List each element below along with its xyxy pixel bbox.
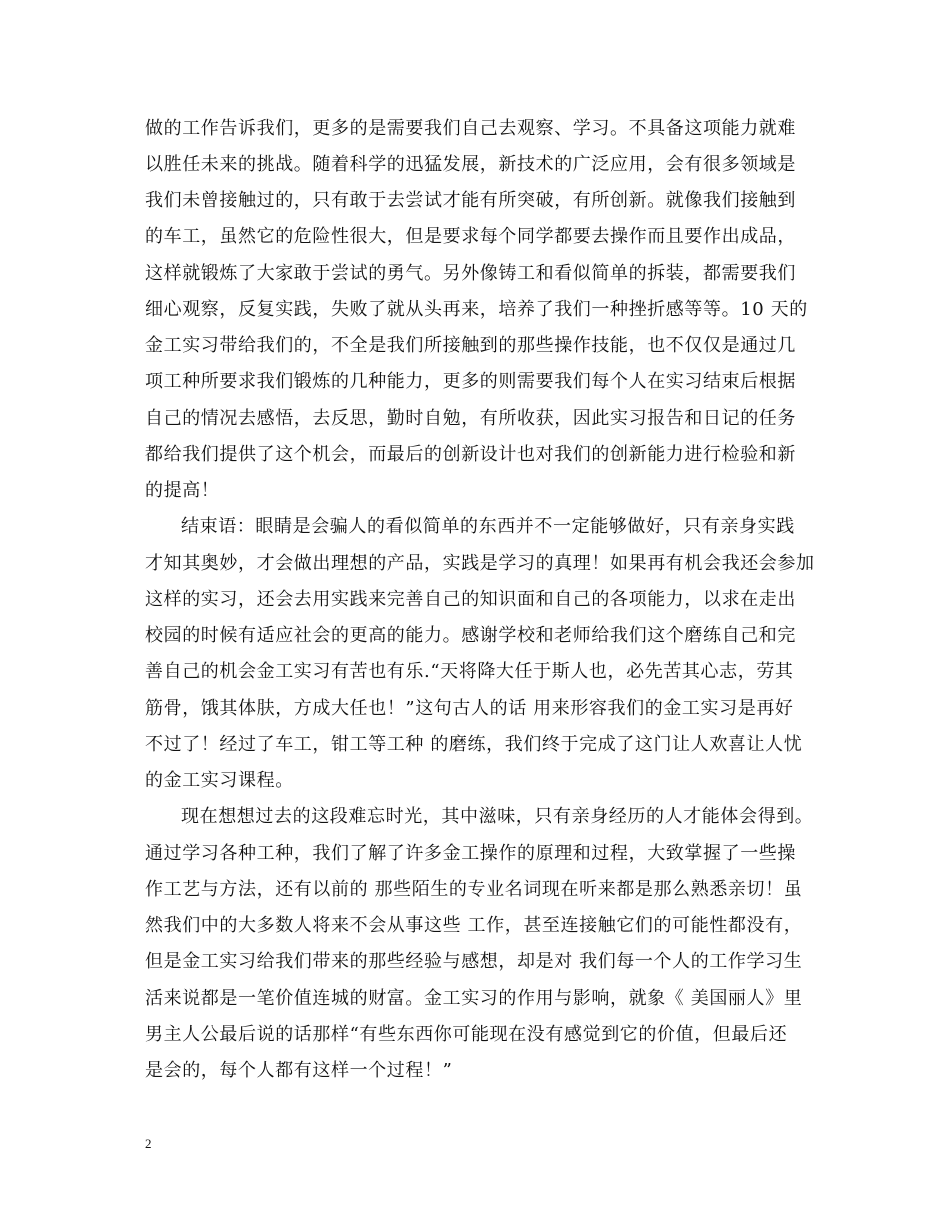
page-number: 2: [145, 1136, 152, 1151]
body-text-line: 我们未曾接触过的，只有敢于去尝试才能有所突破，有所创新。就像我们接触到: [145, 190, 796, 211]
body-text-line: 校园的时候有适应社会的更高的能力。感谢学校和老师给我们这个磨练自己和完: [145, 625, 796, 646]
body-text-line: 善自己的机会金工实习有苦也有乐.“天将降大任于斯人也，必先苦其心志，劳其: [145, 661, 794, 682]
body-text-line: 自己的情况去感悟，去反思，勤时自勉，有所收获，因此实习报告和日记的任务: [145, 408, 796, 429]
body-text-line: 作工艺与方法，还有以前的 那些陌生的专业名词现在听来都是那么熟悉亲切！虽: [145, 879, 803, 900]
body-text-line: 以胜任未来的挑战。随着科学的迅猛发展，新技术的广泛应用，会有很多领域是: [145, 154, 796, 175]
body-text-line: 项工种所要求我们锻炼的几种能力，更多的则需要我们每个人在实习结束后根据: [145, 371, 796, 392]
body-text-line: 筋骨，饿其体肤，方成大任也！”这句古人的话 用来形容我们的金工实习是再好: [145, 698, 794, 719]
body-text-line: 但是金工实习给我们带来的那些经验与感想，却是对 我们每一个人的工作学习生: [145, 951, 803, 972]
body-text-line: 做的工作告诉我们，更多的是需要我们自己去观察、学习。不具备这项能力就难: [145, 118, 796, 139]
body-text-line: 通过学习各种工种，我们了解了许多金工操作的原理和过程，大致掌握了一些操: [145, 843, 796, 864]
body-text-line: 然我们中的大多数人将来不会从事这些 工作，甚至连接触它们的可能性都没有，: [145, 915, 803, 936]
paragraph-reflection-first-line: 现在想想过去的这段难忘时光，其中滋味，只有亲身经历的人才能体会得到。: [181, 806, 814, 827]
body-text-line: 这样的实习，还会去用实践来完善自己的知识面和自己的各项能力，以求在走出: [145, 589, 796, 610]
body-text-line: 才知其奥妙，才会做出理想的产品，实践是学习的真理！如果再有机会我还会参加: [145, 553, 815, 574]
body-text-line: 不过了！经过了车工，钳工等工种 的磨练，我们终于完成了这门让人欢喜让人忧: [145, 734, 803, 755]
body-text-line: 的提高！: [145, 480, 220, 501]
body-text-line: 金工实习带给我们的，不全是我们所接触到的那些操作技能，也不仅仅是通过几: [145, 335, 796, 356]
body-text-line: 都给我们提供了这个机会，而最后的创新设计也对我们的创新能力进行检验和新: [145, 444, 796, 465]
body-text-line: 活来说都是一笔价值连城的财富。金工实习的作用与影响，就象《 美国丽人》里: [145, 988, 803, 1009]
body-text-line: 的车工，虽然它的危险性很大，但是要求每个同学都要去操作而且要作出成品，: [145, 226, 796, 247]
body-text-line: 的金工实习课程。: [145, 770, 294, 791]
body-text-line: 男主人公最后说的话那样“有些东西你可能现在没有感觉到它的价值，但最后还: [145, 1024, 788, 1045]
paragraph-conclusion-first-line: 结束语：眼睛是会骗人的看似简单的东西并不一定能够做好，只有亲身实践: [181, 516, 795, 537]
body-text-line: 细心观察，反复实践，失败了就从头再来，培养了我们一种挫折感等等。10 天的: [145, 299, 808, 320]
body-text-line: 是会的，每个人都有这样一个过程！”: [145, 1060, 453, 1081]
body-text-line: 这样就锻炼了大家敢于尝试的勇气。另外像铸工和看似简单的拆装，都需要我们: [145, 263, 796, 284]
